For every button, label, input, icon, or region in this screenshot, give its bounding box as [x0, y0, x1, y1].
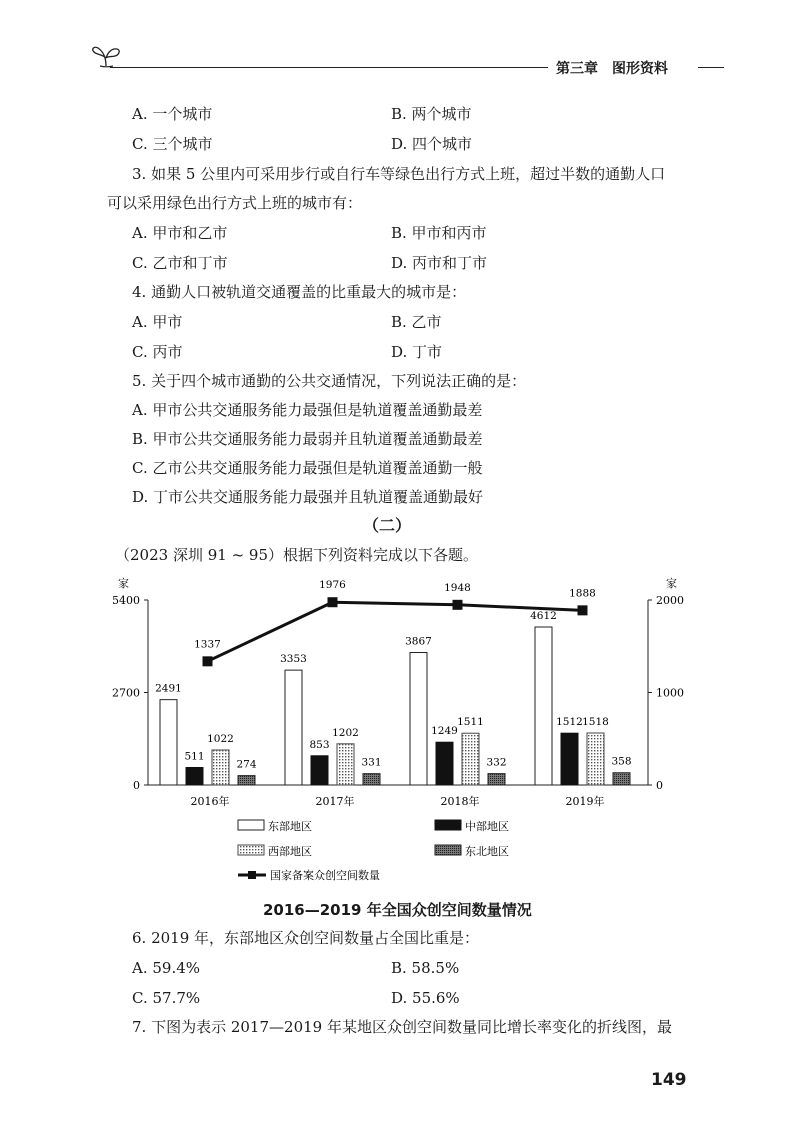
option: C. 乙市和丁市: [132, 254, 228, 272]
option: D. 55.6%: [391, 989, 460, 1007]
legend-label: 西部地区: [268, 845, 312, 858]
option: B. 乙市: [391, 313, 442, 331]
bar-value-label: 1512: [556, 716, 583, 729]
bar-east: [535, 627, 552, 785]
bar-value-label: 2491: [155, 682, 182, 695]
bar-value-label: 1249: [431, 725, 458, 738]
bar-value-label: 1511: [457, 716, 484, 729]
legend-swatch: [238, 820, 264, 830]
line-point: [453, 600, 463, 610]
sprout-icon: [88, 40, 124, 70]
bar-value-label: 1022: [207, 732, 234, 745]
bar-west: [587, 733, 604, 785]
header-rule-left: [110, 67, 548, 68]
question-stem: 7. 下图为表示 2017—2019 年某地区众创空间数量同比增长率变化的折线图，最: [132, 1018, 672, 1036]
left-tick-label: 0: [133, 779, 140, 792]
x-tick-label: 2017年: [315, 795, 355, 808]
bar-northeast: [238, 776, 255, 785]
question-stem: 4. 通勤人口被轨道交通覆盖的比重最大的城市是：: [132, 283, 467, 301]
bar-line-chart: [0, 570, 800, 900]
question-stem: 3. 如果 5 公里内可采用步行或自行车等绿色出行方式上班，超过半数的通勤人口: [132, 165, 666, 183]
bar-northeast: [613, 773, 630, 785]
bar-value-label: 853: [309, 738, 330, 751]
right-tick-label: 0: [656, 779, 663, 792]
line-point: [203, 656, 213, 666]
bar-northeast: [363, 774, 380, 785]
bar-central: [311, 756, 328, 785]
legend-swatch: [435, 820, 461, 830]
bar-central: [561, 733, 578, 785]
question-stem: 5. 关于四个城市通勤的公共交通情况，下列说法正确的是：: [132, 372, 527, 390]
option: D. 丁市: [391, 343, 443, 361]
bar-value-label: 4612: [530, 609, 557, 622]
bar-west: [212, 750, 229, 785]
legend-swatch: [238, 845, 264, 855]
right-axis-unit: 家: [666, 577, 677, 590]
chart-title: 2016—2019 年全国众创空间数量情况: [263, 901, 532, 919]
option: B. 甲市公共交通服务能力最弱并且轨道覆盖通勤最差: [132, 430, 483, 448]
right-tick-label: 1000: [656, 686, 684, 700]
left-tick-label: 2700: [112, 686, 140, 700]
bar-value-label: 331: [361, 756, 382, 769]
bar-value-label: 358: [611, 755, 632, 768]
bar-value-label: 3353: [280, 653, 307, 666]
bar-value-label: 1518: [582, 715, 609, 728]
line-value-label: 1948: [444, 581, 471, 594]
option: D. 丁市公共交通服务能力最强并且轨道覆盖通勤最好: [132, 488, 484, 506]
option: C. 57.7%: [132, 989, 201, 1007]
left-tick-label: 5400: [112, 594, 140, 607]
bar-central: [186, 767, 203, 785]
bar-east: [285, 670, 302, 785]
x-tick-label: 2019年: [565, 795, 605, 808]
line-value-label: 1888: [569, 587, 596, 600]
legend-swatch: [435, 845, 461, 855]
bar-value-label: 1202: [332, 726, 359, 739]
option: B. 两个城市: [391, 105, 472, 123]
line-value-label: 1976: [319, 579, 346, 592]
left-axis-unit: 家: [118, 577, 129, 590]
line-point: [328, 597, 338, 607]
option: A. 59.4%: [132, 959, 201, 977]
page-number: 149: [651, 1070, 687, 1090]
section-intro: （2023 深圳 91 ~ 95）根据下列资料完成以下各题。: [115, 546, 478, 564]
option: A. 一个城市: [132, 105, 213, 123]
header-rule-right: [698, 67, 724, 68]
bar-central: [436, 742, 453, 785]
legend-label: 东北地区: [465, 845, 509, 858]
bar-west: [337, 744, 354, 785]
bar-value-label: 332: [486, 756, 507, 769]
bar-value-label: 274: [236, 758, 257, 771]
question-stem: 可以采用绿色出行方式上班的城市有：: [107, 194, 363, 212]
bar-west: [462, 733, 479, 785]
option: A. 甲市: [132, 313, 183, 331]
chapter-title: 第三章 图形资料: [556, 61, 668, 77]
line-value-label: 1337: [194, 638, 221, 651]
x-tick-label: 2016年: [190, 795, 230, 808]
option: C. 丙市: [132, 343, 183, 361]
question-stem: 6. 2019 年，东部地区众创空间数量占全国比重是：: [132, 929, 480, 947]
legend-label: 东部地区: [268, 820, 312, 833]
option: B. 甲市和丙市: [391, 224, 487, 242]
option: A. 甲市公共交通服务能力最强但是轨道覆盖通勤最差: [132, 401, 483, 419]
x-tick-label: 2018年: [440, 795, 480, 808]
option: C. 三个城市: [132, 135, 213, 153]
right-tick-label: 2000: [656, 594, 684, 607]
section-title: （二）: [363, 516, 412, 535]
option: A. 甲市和乙市: [132, 224, 228, 242]
line-series: [208, 602, 583, 661]
line-point: [578, 605, 588, 615]
legend-line-marker: [248, 871, 256, 879]
bar-east: [160, 700, 177, 785]
legend-label: 国家备案众创空间数量: [270, 869, 380, 882]
option: C. 乙市公共交通服务能力最强但是轨道覆盖通勤一般: [132, 459, 483, 477]
option: D. 四个城市: [391, 135, 473, 153]
option: D. 丙市和丁市: [391, 254, 488, 272]
bar-value-label: 3867: [405, 635, 432, 648]
bar-east: [410, 653, 427, 785]
legend-label: 中部地区: [465, 820, 509, 833]
bar-northeast: [488, 774, 505, 785]
option: B. 58.5%: [391, 959, 460, 977]
bar-value-label: 511: [184, 750, 205, 763]
